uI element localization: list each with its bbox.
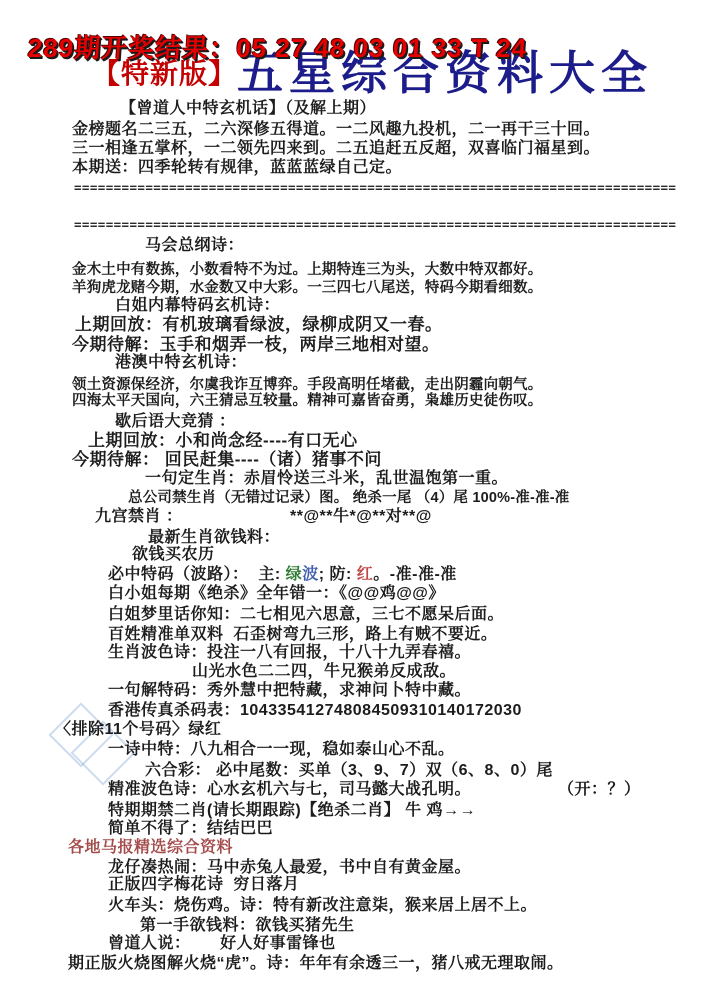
wave-tip-line [108,566,457,584]
separator-line: ============================================================================ [74,217,677,232]
text-line: 欲钱买农历 [132,546,215,563]
text-line: 一句解特码：秀外慧中把特藏，求神问卜特中藏。 [108,682,472,699]
poem-line: 金榜题名二三五，二六深修五得道。一二风趣九投机，二一再干三十回。 [72,121,601,138]
nine-palace-glyphs: **@**牛*@**对**@ [290,508,432,525]
poem-line: 领土资源保经济，尔虞我诈互博弈。手段高明任堵截，走出阴霾向朝气。 [72,377,543,393]
kill-code-table: 香港传真杀码表：104335412748084509310140172030 [108,702,522,719]
text-line: 总公司禁生肖（无错过记录）图。 绝杀一尾 （4）尾 100%-准-准-准 [128,490,570,506]
text-line: 上期回放：小和尚念经----有口无心 [88,431,358,450]
subtitle: 【曾道人中特玄机话】（及解上期） [120,100,377,117]
poem-line: 本期送：四季轮转有规律，蓝蓝蓝绿自己定。 [72,159,403,176]
section-heading-regional: 各地马报精选综合资料 [68,839,234,856]
text-line: 简单不得了：结结巴巴 [108,820,274,837]
separator-line: ============================================================================ [74,180,677,195]
text-line: 特期期禁二肖(请长期跟踪)【绝杀二肖】 牛 鸡→→ [108,802,477,819]
text-line: 正版四字梅花诗 穷日落月 [108,876,300,893]
section-heading: 歇后语大竞猜 ： [115,413,236,430]
text-line: 龙仔凑热闹：马中赤兔人最爱，书中自有黄金屋。 [108,859,472,876]
poem-line: 三一相逢五掌杯，一二领先四来到。二五追赶五反超，双喜临门福星到。 [72,140,601,157]
text-line: 上期回放：有机玻璃看绿波，绿柳成阴又一春。 [75,315,443,334]
section-heading: 最新生肖欲钱料： [148,529,281,546]
edition-tag: 【特新版】 [92,58,238,90]
text-line: 〈排除11个号码〉绿红 [55,721,222,738]
wave-green-char: 绿 [285,566,303,583]
page-title: 五星综合资料大全 [237,48,654,99]
text-line: 精准波色诗：心水玄机六与七，司马懿大战孔明。 [108,781,472,798]
open-hint: （开：？） [558,781,641,798]
text-line: 九宫禁肖 ： [95,508,183,525]
text-line: 曾道人说： 好人好事雷锋也 [108,935,336,952]
text-line: 白姐梦里话你知：二七相见六思意，三七不愿呆后面。 [108,606,505,623]
lottery-result-banner: 289期开奖结果：05 27 48 03 01 33 T 24 [26,33,529,63]
section-heading: 港澳中特玄机诗： [115,354,248,371]
text-line: 白小姐每期《绝杀》全年错一：《@@鸡@@》 [108,585,445,602]
text-line: 山光水色二二四，牛兄猴弟反成敌。 [192,663,457,680]
text-line: 火车头：烧伤鸡。诗：特有新改注意柒，猴来居上居不上。 [108,897,538,914]
text-line: 期正版火烧图解火烧“虎”。诗：年年有余透三一，猪八戒无理取闹。 [68,955,564,972]
wave-tip-mid: ; 防: [318,566,357,583]
text-line: 一诗中特：八九相合一一现，稳如泰山心不乱。 [108,741,455,758]
wave-blue-char: 波 [302,566,319,583]
wave-tip-suffix: 。-准-准-准 [373,566,457,583]
section-heading: 白姐内幕特码玄机诗： [115,297,281,314]
text-line: 第一手欲钱料：欲钱买猪先生 [140,917,355,934]
text-line: 今期待解： 回民赶集----（诸）猪事不问 [72,450,382,469]
text-line: 生肖波色诗：投注一八有回报，十八十九弄春禧。 [108,644,472,661]
section-heading: 马会总纲诗： [145,237,245,254]
text-line: 百姓精准单双料 石歪树弯九三形，路上有贼不要近。 [108,626,498,643]
poem-line: 羊狗虎龙赌今期，水金数又中大彩。一三四七八尾送，特码今期看细数。 [72,280,543,296]
poem-line: 四海太平天国向，六王猜忌互较量。精神可嘉皆奋勇，枭雄历史徒伤叹。 [72,393,543,409]
poem-line: 金木土中有数拣，小数看特不为过。上期特连三为头，大数中特双都好。 [72,262,543,278]
text-line: 今期待解：玉手和烟弄一枝，两岸三地相对望。 [72,335,440,354]
wave-tip-prefix: 必中特码（波路）： 主: [108,566,286,583]
wave-red-char: 红 [356,566,374,583]
text-line: 一句定生肖：赤眉怜送三斗米，乱世温饱第一重。 [145,470,509,487]
text-line: 六合彩： 必中尾数：买单（3、9、7）双（6、8、0）尾 [145,762,553,779]
